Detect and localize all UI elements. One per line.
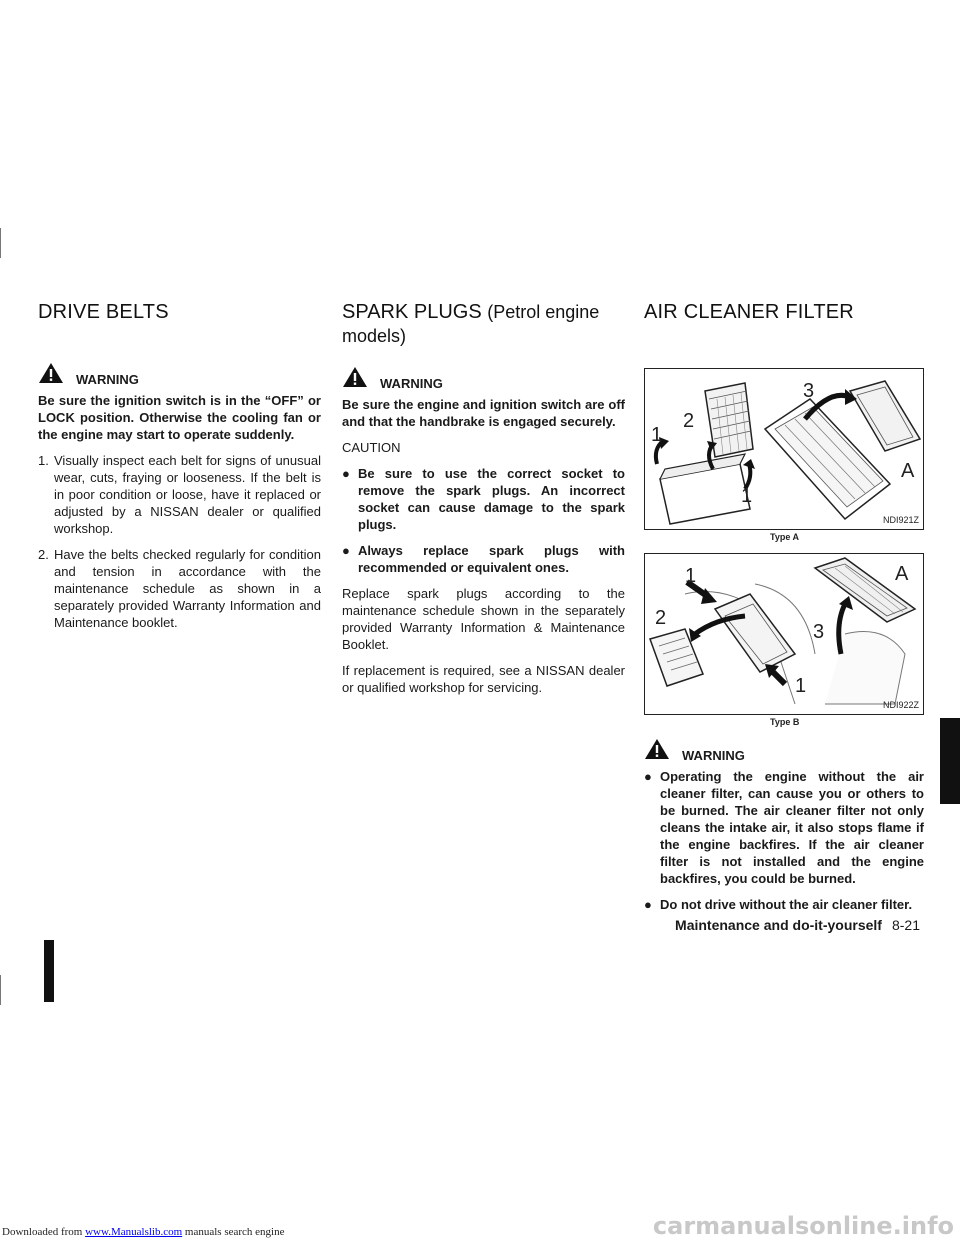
spark-plugs-column xyxy=(342,366,625,705)
warning-label: WARNING xyxy=(76,371,139,387)
figure-a-label-1: 1 xyxy=(651,424,663,446)
bullet-text: Do not drive without the air cleaner filter. xyxy=(660,897,913,912)
drive-belts-title: DRIVE BELTS xyxy=(38,301,169,323)
caution-bullet xyxy=(342,465,625,533)
drive-belts-column xyxy=(38,362,321,640)
download-header xyxy=(2,1226,284,1238)
bullet-dot: ● xyxy=(342,466,350,481)
air-cleaner-illustration-b xyxy=(645,554,923,714)
page-footer xyxy=(675,917,920,933)
page-number: 8-21 xyxy=(891,917,920,933)
air-cleaner-warning-header xyxy=(644,738,924,763)
manualslib-link[interactable]: www.Manualslib.com xyxy=(85,1226,183,1238)
caution-bullet xyxy=(342,542,625,576)
bullet-text: Operating the engine without the air cleaner filter, can cause you or others to be burned. The air cleaner filter not only cleans the intake air, it also stops flame if the engine backfires. If the air cleaner filter is not installed and the engine backfires, you could be burned. xyxy=(660,769,924,886)
figure-b-label-2: 2 xyxy=(655,607,667,629)
bullet-dot: ● xyxy=(644,769,652,784)
section-thumb-tab xyxy=(940,718,960,804)
figure-a-label-A: A xyxy=(901,460,915,482)
figure-b-label-A: A xyxy=(895,563,909,585)
list-text: Have the belts checked regularly for condition and tension in accordance with the maintenance schedule as shown in a separately provided Warranty Information and Maintenance booklet. xyxy=(54,547,321,630)
air-cleaner-illustration-a xyxy=(645,369,923,529)
air-cleaner-warning-block xyxy=(644,738,924,922)
figure-type-a xyxy=(644,368,924,530)
list-number: 2. xyxy=(38,547,49,562)
figure-a-label-1b: 1 xyxy=(741,485,753,507)
figure-b-code: NDI922Z xyxy=(882,700,919,710)
warning-icon xyxy=(342,366,368,388)
bullet-text: Be sure to use the correct socket to remove the spark plugs. An incorrect socket can cause damage to the spark plugs. xyxy=(358,466,625,532)
margin-bar xyxy=(44,940,54,1002)
header-suffix: manuals search engine xyxy=(184,1226,285,1238)
caution-label: CAUTION xyxy=(342,440,401,455)
footer-section: Maintenance and do-it-yourself xyxy=(675,917,882,933)
drive-belts-warning-text: Be sure the ignition switch is in the “OFF” or LOCK position. Otherwise the cooling fan or the engine may start to operate suddenly. xyxy=(38,393,321,442)
header-prefix: Downloaded from xyxy=(2,1226,83,1238)
figure-a-label-2: 2 xyxy=(683,410,695,432)
spark-plugs-para-1: Replace spark plugs according to the maintenance schedule shown in the separately provided Warranty Information & Maintenance Booklet. xyxy=(342,586,625,652)
list-item xyxy=(38,452,321,537)
warning-icon xyxy=(644,738,670,760)
figure-b-label-1b: 1 xyxy=(795,675,807,697)
spark-plugs-warning-text: Be sure the engine and ignition switch are off and that the handbrake is engaged securely. xyxy=(342,397,625,429)
spark-plugs-para-2: If replacement is required, see a NISSAN dealer or qualified workshop for servicing. xyxy=(342,663,625,695)
warning-icon xyxy=(38,362,64,384)
spark-plugs-title xyxy=(342,300,625,348)
bullet-dot: ● xyxy=(644,897,652,912)
warning-bullet xyxy=(644,768,924,887)
spark-plugs-title-suffix: (Petrol engine models) xyxy=(342,302,600,346)
figure-type-b xyxy=(644,553,924,715)
figure-a-caption: Type A xyxy=(770,532,800,542)
warning-label: WARNING xyxy=(682,747,745,763)
drive-belts-warning-header xyxy=(38,362,321,387)
list-number: 1. xyxy=(38,453,49,468)
bullet-dot: ● xyxy=(342,543,350,558)
spark-plugs-warning-header xyxy=(342,366,625,391)
figure-a-code: NDI921Z xyxy=(882,515,919,525)
figure-b-label-3: 3 xyxy=(813,621,825,643)
air-cleaner-title: AIR CLEANER FILTER xyxy=(644,301,854,323)
bullet-text: Always replace spark plugs with recommended or equivalent ones. xyxy=(358,543,625,575)
warning-label: WARNING xyxy=(380,375,443,391)
figure-b-label-1: 1 xyxy=(685,565,697,587)
crop-mark-top-left xyxy=(0,228,1,258)
spark-plugs-title-main: SPARK PLUGS xyxy=(342,301,482,323)
figure-b-caption: Type B xyxy=(770,717,800,727)
list-text: Visually inspect each belt for signs of unusual wear, cuts, fraying or looseness. If the belt is in poor condition or loose, have it replaced or adjusted by a NISSAN dealer or qualified workshop. xyxy=(54,453,321,536)
crop-mark-bottom-left xyxy=(0,975,1,1005)
figure-a-label-3: 3 xyxy=(803,380,815,402)
watermark: carmanualsonline.info xyxy=(652,1212,954,1240)
warning-bullet xyxy=(644,896,924,913)
list-item xyxy=(38,546,321,631)
